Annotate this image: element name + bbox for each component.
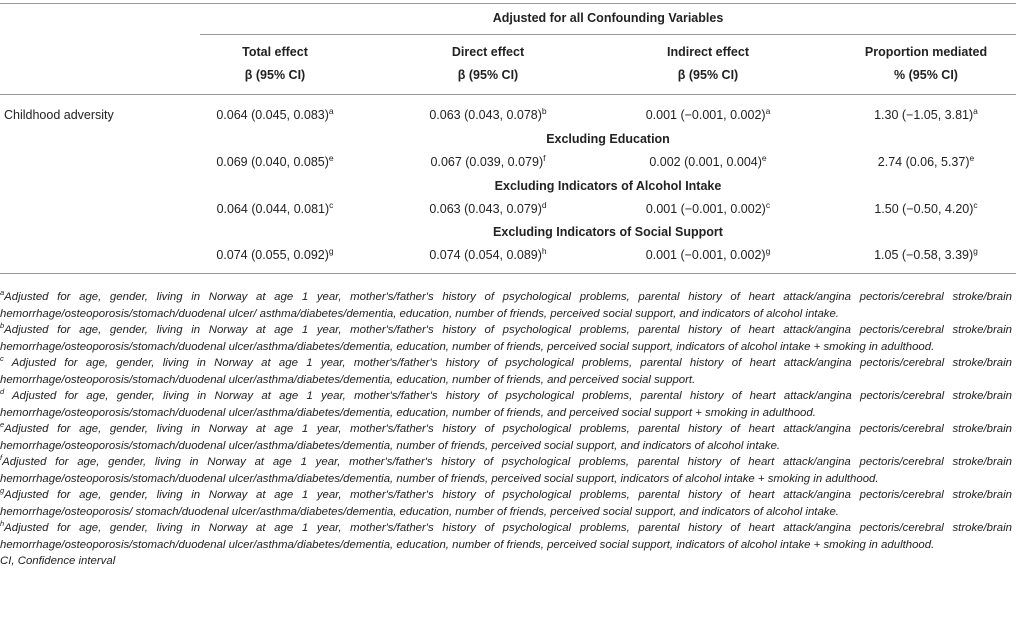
- footnote: $^f$Adjusted for age, gender, living in Norway at age 1 year, mother's/father's history of psychological problems, parental history of heart attack/angina pectoris/cerebral stroke/brain hemorrhage/osteoporosis/stomach/duodenal ulcer/asthma/diabetes/dementia, number of friends, perceived social support, indicators of alcohol intake + smoking in adulthood.: [0, 453, 1012, 485]
- table-cell: 0.063 (0.043, 0.079)$^d$: [429, 199, 547, 216]
- footnote: $^e$Adjusted for age, gender, living in Norway at age 1 year, mother's/father's history of psychological problems, parental history of heart attack/angina pectoris/cerebral stroke/brain hemorrhage/osteoporosis/stomach/duodenal ulcer/asthma/diabetes/dementia, number of friends, perceived social support, and indicators of alcohol intake.: [0, 420, 1012, 452]
- col-direct-effect-sub: β (95% CI): [457, 68, 519, 82]
- table-bottom-rule: [0, 273, 1016, 274]
- footnote: $^c$ Adjusted for age, gender, living in Norway at age 1 year, mother's/father's history of psychological problems, parental history of heart attack/angina pectoris/cerebral stroke/brain hemorrhage/osteoporosis/stomach/duodenal ulcer/asthma/diabetes/dementia, education, number of friends, and perceived social support.: [0, 354, 1012, 386]
- table-cell: 0.001 (−0.001, 0.002)$^g$: [645, 245, 771, 262]
- col-direct-effect: Direct effect: [451, 45, 525, 59]
- footnote: $^g$Adjusted for age, gender, living in Norway at age 1 year, mother's/father's history of psychological problems, parental history of heart attack/angina pectoris/cerebral stroke/brain hemorrhage/osteoporosis/ stomach/duodenal ulcer/asthma/diabetes/dementia, education, number of friends, perceived social support, and indicators of alcohol intake.: [0, 486, 1012, 518]
- col-indirect-effect-sub: β (95% CI): [677, 68, 739, 82]
- row-label: Childhood adversity: [4, 108, 114, 122]
- header-bottom-rule: [0, 94, 1016, 95]
- table-cell: 1.30 (−1.05, 3.81)$^a$: [874, 105, 978, 122]
- section-heading: Excluding Education: [546, 132, 670, 146]
- section-heading: Excluding Indicators of Alcohol Intake: [494, 179, 722, 193]
- table-cell: 0.064 (0.044, 0.081)$^c$: [216, 199, 334, 216]
- footnote: $^h$Adjusted for age, gender, living in Norway at age 1 year, mother's/father's history of psychological problems, parental history of heart attack/angina pectoris/cerebral stroke/brain hemorrhage/osteoporosis/stomach/duodenal ulcer/asthma/diabetes/dementia, education, number of friends, perceived social support, indicators of alcohol intake + smoking in adulthood.: [0, 519, 1012, 551]
- table-top-rule: [0, 3, 1016, 4]
- group-header-rule: [200, 34, 1016, 35]
- footnote: $^b$Adjusted for age, gender, living in Norway at age 1 year, mother's/father's history of psychological problems, parental history of heart attack/angina pectoris/cerebral stroke/brain hemorrhage/osteoporosis/stomach/duodenal ulcer/asthma/diabetes/dementia, education, number of friends, perceived social support, indicators of alcohol intake + smoking in adulthood.: [0, 321, 1012, 353]
- group-header: Adjusted for all Confounding Variables: [492, 11, 724, 25]
- section-heading: Excluding Indicators of Social Support: [493, 225, 723, 239]
- table-cell: 0.074 (0.054, 0.089)$^h$: [429, 245, 547, 262]
- table-cell: 0.067 (0.039, 0.079)$^f$: [430, 152, 546, 169]
- col-proportion-mediated-sub: % (95% CI): [894, 68, 958, 82]
- table-cell: 2.74 (0.06, 5.37)$^e$: [877, 152, 975, 169]
- table-cell: 0.001 (−0.001, 0.002)$^a$: [645, 105, 771, 122]
- table-cell: 0.002 (0.001, 0.004)$^e$: [649, 152, 767, 169]
- table-cell: 1.05 (−0.58, 3.39)$^g$: [874, 245, 978, 262]
- table-cell: 1.50 (−0.50, 4.20)$^c$: [874, 199, 978, 216]
- table-cell: 0.069 (0.040, 0.085)$^e$: [216, 152, 334, 169]
- col-proportion-mediated: Proportion mediated: [864, 45, 988, 59]
- abbreviation-note: CI, Confidence interval: [0, 555, 116, 567]
- col-total-effect: Total effect: [242, 45, 308, 59]
- col-indirect-effect: Indirect effect: [667, 45, 749, 59]
- footnote: $^a$Adjusted for age, gender, living in Norway at age 1 year, mother's/father's history of psychological problems, parental history of heart attack/angina pectoris/cerebral stroke/brain hemorrhage/osteoporosis/stomach/duodenal ulcer/ asthma/diabetes/dementia, education, number of friends, perceived social support, and indicators of alcohol intake.: [0, 288, 1012, 320]
- table-cell: 0.074 (0.055, 0.092)$^g$: [216, 245, 334, 262]
- table-cell: 0.001 (−0.001, 0.002)$^c$: [645, 199, 771, 216]
- table-cell: 0.064 (0.045, 0.083)$^a$: [216, 105, 334, 122]
- footnote: $^d$ Adjusted for age, gender, living in Norway at age 1 year, mother's/father's history of psychological problems, parental history of heart attack/angina pectoris/cerebral stroke/brain hemorrhage/osteoporosis/stomach/duodenal ulcer/asthma/diabetes/dementia, education, number of friends, and perceived social support + smoking in adulthood.: [0, 387, 1012, 419]
- col-total-effect-sub: β (95% CI): [244, 68, 306, 82]
- table-cell: 0.063 (0.043, 0.078)$^b$: [429, 105, 547, 122]
- table-footnotes: [0, 289, 1012, 570]
